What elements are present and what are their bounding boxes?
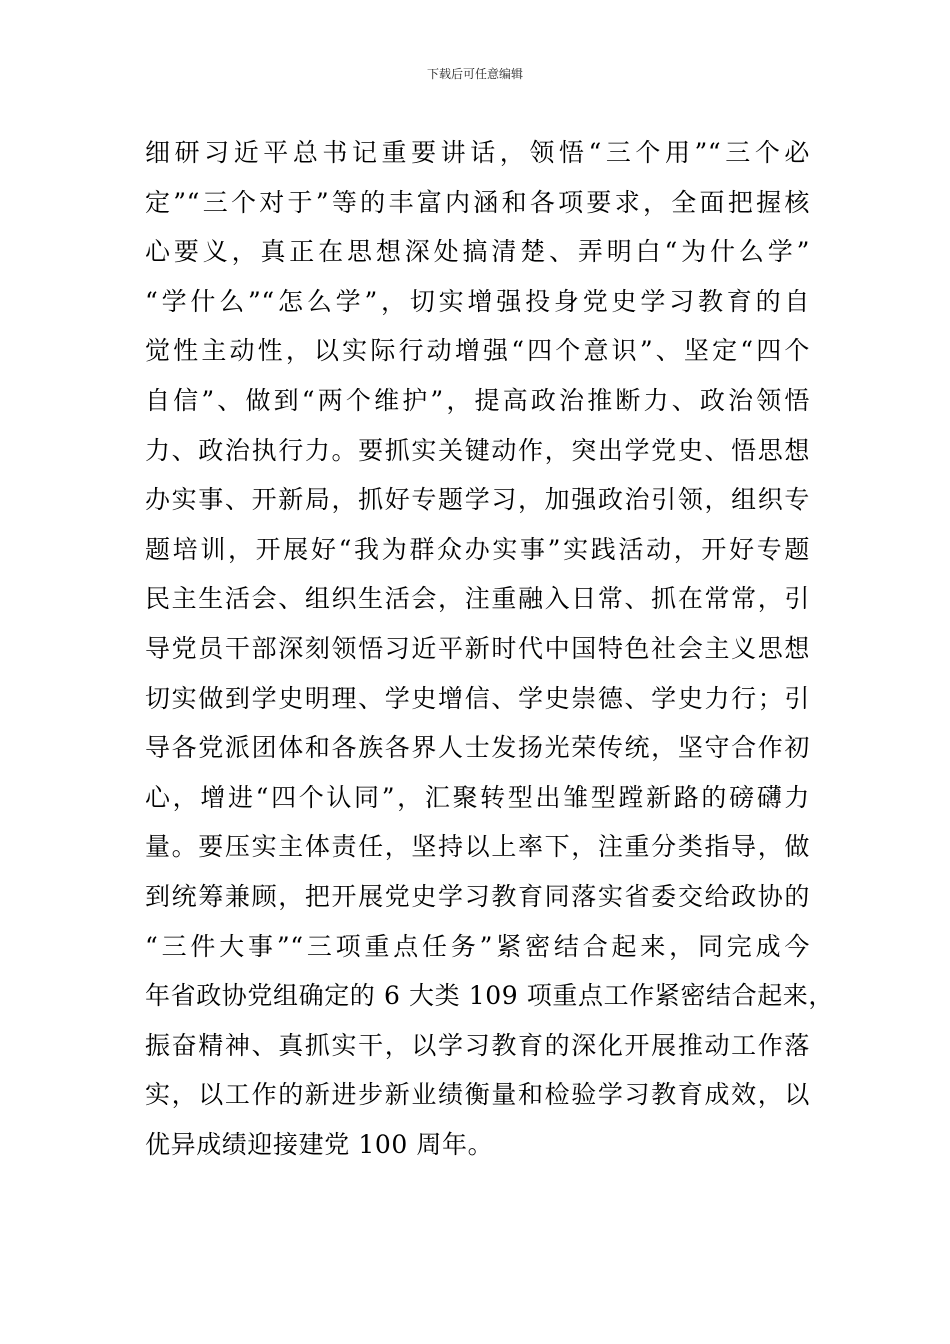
page-header: 下载后可任意编辑: [426, 67, 523, 81]
text-line: 年省政协党组确定的 6 大类 109 项重点工作紧密结合起来，: [145, 981, 835, 1011]
text-line: 振奋精神、真抓实干，以学习教育的深化开展推动工作落: [145, 1030, 810, 1060]
text-line: 题培训，开展好“我为群众办实事”实践活动，开好专题: [145, 534, 810, 564]
text-line: 到统筹兼顾，把开展党史学习教育同落实省委交给政协的: [145, 881, 810, 911]
text-line: 优异成绩迎接建党 100 周年。: [145, 1129, 494, 1159]
text-line: 导党员干部深刻领悟习近平新时代中国特色社会主义思想: [145, 633, 810, 663]
text-line: 自信”、做到“两个维护”，提高政治推断力、政治领悟: [145, 385, 810, 415]
text-line: “学什么”“怎么学”，切实增强投身党史学习教育的自: [145, 286, 810, 316]
text-line: 切实做到学史明理、学史增信、学史崇德、学史力行；引: [145, 683, 810, 713]
text-line: 办实事、开新局，抓好专题学习，加强政治引领，组织专: [145, 485, 810, 515]
text-line: 心要义，真正在思想深处搞清楚、弄明白“为什么学”: [145, 237, 810, 267]
text-line: 定”“三个对于”等的丰富内涵和各项要求，全面把握核: [145, 187, 810, 217]
text-line: “三件大事”“三项重点任务”紧密结合起来，同完成今: [145, 931, 810, 961]
body-text: [145, 128, 835, 1169]
text-line: 民主生活会、组织生活会，注重融入日常、抓在常常，引: [145, 584, 810, 614]
text-line: 实，以工作的新进步新业绩衡量和检验学习教育成效，以: [145, 1080, 810, 1110]
text-line: 导各党派团体和各族各界人士发扬光荣传统，坚守合作初: [145, 733, 810, 763]
text-line: 力、政治执行力。要抓实关键动作，突出学党史、悟思想: [145, 435, 810, 465]
text-line: 量。要压实主体责任，坚持以上率下，注重分类指导，做: [145, 832, 810, 862]
text-line: 心，增进“四个认同”，汇聚转型出雏型蹚新路的磅礴力: [145, 782, 810, 812]
text-line: 觉性主动性，以实际行动增强“四个意识”、坚定“四个: [145, 336, 810, 366]
text-line: 细研习近平总书记重要讲话，领悟“三个用”“三个必: [145, 138, 810, 167]
